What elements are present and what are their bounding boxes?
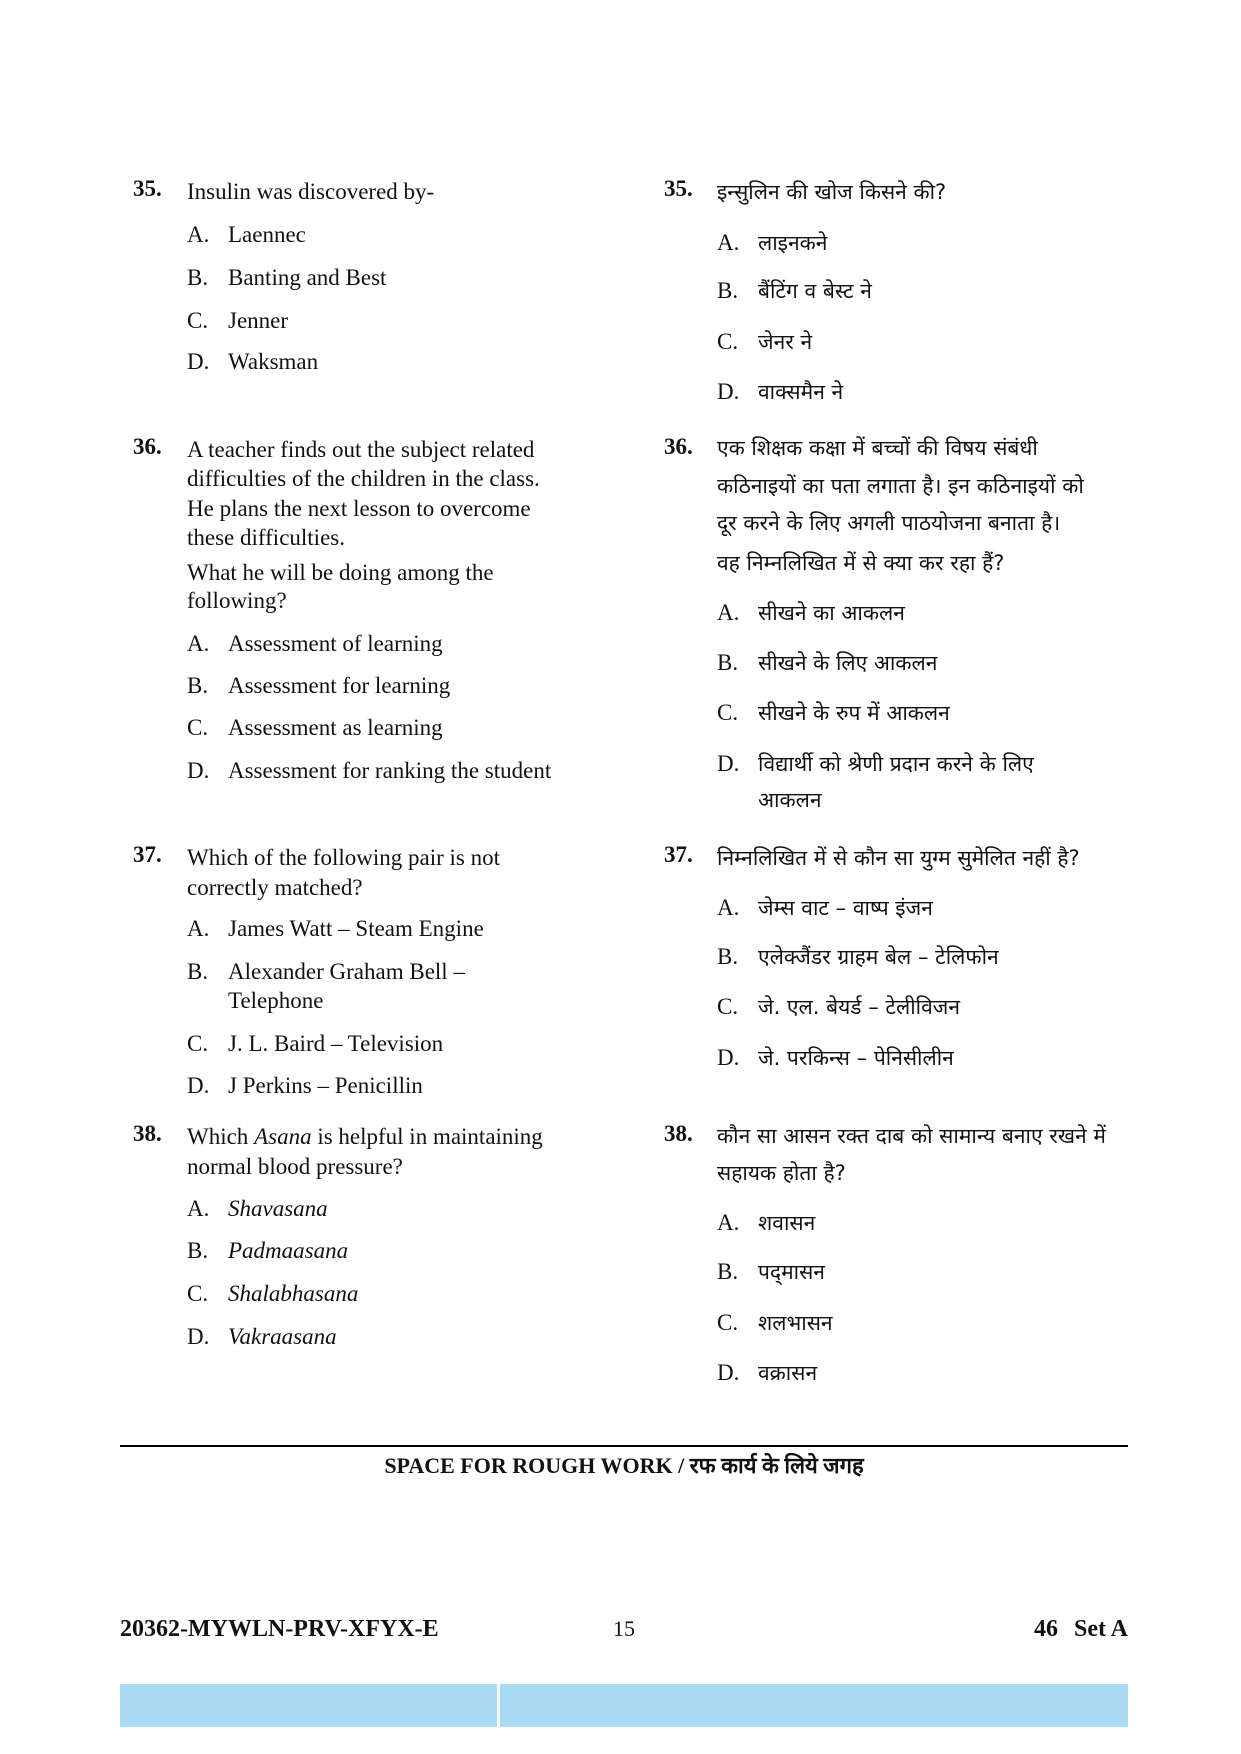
option-text: Banting and Best [228,265,387,290]
option-text: सीखने के रुप में आकलन [758,701,950,725]
option-text: लाइनकने [758,231,828,255]
option-text: एलेक्जैंडर ग्राहम बेल – टेलिफोन [758,945,999,969]
option-b [717,648,937,678]
series-number: 46 [1034,1616,1058,1642]
option-letter: B. [187,959,209,984]
option-letter: C. [717,1310,739,1335]
option-c [717,698,950,728]
option-a [717,893,933,923]
option-letter: D. [187,1324,210,1349]
option-b [717,276,872,306]
question-text-part: is helpful in maintaining [311,1124,543,1149]
page-number: 15 [613,1616,635,1641]
option-letter: A. [717,895,740,920]
option-text: Alexander Graham Bell – [228,959,465,984]
set-label: Set A [1074,1616,1128,1642]
option-letter: C. [717,700,739,725]
option-text: Assessment of learning [228,631,443,656]
question-text-line: सहायक होता है? [717,1161,846,1185]
question-text-part: Which [187,1124,255,1149]
question-number: 37. [133,842,162,867]
option-letter: C. [717,329,739,354]
question-text-line: Which of the following pair is not [187,845,500,870]
option-letter: D. [717,1360,740,1385]
option-a [187,914,484,944]
option-text: Laennec [228,222,306,247]
option-letter: C. [187,715,209,740]
option-text: Vakraasana [228,1324,337,1349]
question-number: 38. [133,1121,162,1146]
option-d [717,749,1034,779]
option-b [717,942,999,972]
question-text-line [187,1122,543,1152]
option-c [717,1308,833,1338]
option-text: शवासन [758,1211,816,1235]
question-text-line: normal blood pressure? [187,1154,403,1179]
booklet-code: 20362-MYWLN-PRV-XFYX-E [120,1616,439,1642]
option-letter: A. [717,230,740,255]
question-number: 37. [664,842,693,867]
question-text-line: A teacher finds out the subject related [187,437,535,462]
footer-color-bar-left [120,1684,497,1727]
option-letter: B. [187,265,209,290]
question-text-line: He plans the next lesson to overcome [187,496,531,521]
question-text-line: वह निम्नलिखित में से क्या कर रहा हैं? [717,551,1005,575]
option-text: J. L. Baird – Television [228,1031,444,1056]
question-text-line: दूर करने के लिए अगली पाठयोजना बनाता है। [717,511,1061,535]
question-number: 36. [664,434,693,459]
option-text: सीखने का आकलन [758,601,905,625]
option-a [717,598,905,628]
option-a [717,1208,815,1238]
option-letter: D. [717,751,740,776]
option-c [187,1029,443,1059]
option-a [187,629,443,659]
question-text-line: difficulties of the children in the class. [187,466,540,491]
option-text: विद्यार्थी को श्रेणी प्रदान करने के लिए [758,752,1034,776]
option-letter: B. [187,673,209,698]
question-text-line: निम्नलिखित में से कौन सा युग्म सुमेलित नहीं है? [717,846,1080,870]
option-letter: A. [187,222,210,247]
option-c [717,992,960,1022]
question-text-line: these difficulties. [187,525,345,550]
option-letter: C. [187,1031,209,1056]
option-text: James Watt – Steam Engine [228,916,484,941]
option-letter: D. [187,349,210,374]
option-b [717,1257,825,1287]
question-number: 35. [664,176,693,201]
option-letter: A. [717,600,740,625]
option-text: वक्रासन [758,1361,818,1385]
question-text-line: What he will be doing among the [187,560,494,585]
option-d [717,1358,817,1388]
option-text: जेम्स वाट – वाष्प इंजन [758,896,933,920]
option-text: पद्‌मासन [758,1260,825,1284]
option-text: Waksman [228,349,319,374]
option-letter: C. [187,308,209,333]
option-letter: B. [717,1259,739,1284]
option-b [187,263,386,293]
question-text-line: इन्सुलिन की खोज किसने की? [717,180,947,204]
rough-work-divider [120,1445,1128,1447]
question-text-line: एक शिक्षक कक्षा में बच्चों की विषय संबंधी [717,436,1038,460]
rough-work-label: SPACE FOR ROUGH WORK / रफ कार्य के लिये जगह [384,1453,864,1478]
option-text-continuation: आकलन [758,788,822,812]
option-a [187,1194,328,1224]
option-letter: A. [717,1210,740,1235]
footer-color-bar-right [500,1684,1128,1727]
asana-term: Asana [254,1124,312,1149]
question-text-line: following? [187,588,287,613]
question-number: 35. [133,176,162,201]
option-c [187,1279,358,1309]
option-text: जे. एल. बेयर्ड – टेलीविजन [758,995,961,1019]
option-d [717,1043,954,1073]
option-letter: D. [717,379,740,404]
option-c [187,713,443,743]
option-a [187,220,306,250]
question-text-line: Insulin was discovered by- [187,179,435,204]
option-text-continuation: Telephone [228,988,324,1013]
option-letter: B. [717,650,739,675]
option-letter: B. [717,944,739,969]
option-d [717,377,843,407]
option-text: Assessment as learning [228,715,443,740]
option-letter: A. [187,631,210,656]
option-b [187,671,450,701]
option-text: Shalabhasana [228,1281,359,1306]
option-text: J Perkins – Penicillin [228,1073,423,1098]
series-set-label [828,1614,1128,1644]
option-text: बैंटिंग व बेस्ट ने [758,279,872,303]
option-text: जेनर ने [758,330,813,354]
option-b [187,957,465,987]
question-text-line: कौन सा आसन रक्त दाब को सामान्य बनाए रखने में [717,1124,1106,1148]
option-d [187,756,551,786]
option-letter: A. [187,1196,210,1221]
option-c [187,306,288,336]
option-b [187,1236,348,1266]
option-letter: D. [187,758,210,783]
option-letter: B. [187,1238,209,1263]
option-letter: B. [717,278,739,303]
option-text: शलभासन [758,1311,833,1335]
option-text: Jenner [228,308,289,333]
option-text: वाक्समैन ने [758,380,844,404]
option-letter: C. [717,994,739,1019]
option-text: सीखने के लिए आकलन [758,651,938,675]
option-letter: A. [187,916,210,941]
option-text: Assessment for learning [228,673,451,698]
option-text: Padmaasana [228,1238,349,1263]
option-d [187,347,318,377]
option-text: जे. परकिन्स – पेनिसीलीन [758,1046,954,1070]
option-c [717,327,812,357]
question-text-line: कठिनाइयों का पता लगाता है। इन कठिनाइयों को [717,474,1084,498]
option-letter: D. [187,1073,210,1098]
option-text: Assessment for ranking the student [228,758,552,783]
option-d [187,1071,423,1101]
option-letter: D. [717,1045,740,1070]
option-letter: C. [187,1281,209,1306]
question-number: 36. [133,434,162,459]
option-d [187,1322,337,1352]
option-a [717,228,827,258]
question-text-line: correctly matched? [187,875,363,900]
option-text: Shavasana [228,1196,328,1221]
question-number: 38. [664,1121,693,1146]
